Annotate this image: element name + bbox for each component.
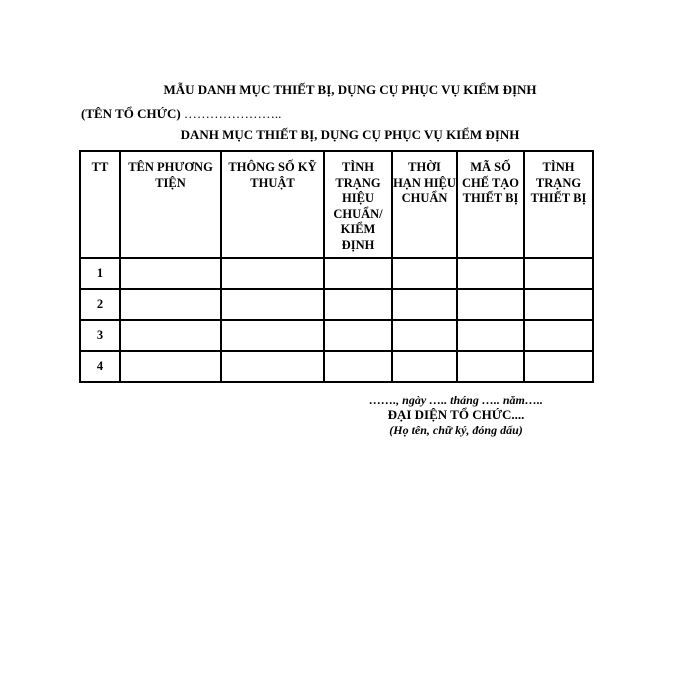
table-cell: [120, 289, 221, 320]
list-subtitle: DANH MỤC THIẾT BỊ, DỤNG CỤ PHỤC VỤ KIỂM ĐỊNH: [180, 127, 520, 142]
table-cell: [457, 320, 524, 351]
table-cell: [457, 289, 524, 320]
table-cell: [221, 320, 324, 351]
table-cell: [392, 320, 457, 351]
column-header-stt: TT: [80, 151, 120, 258]
table-cell: [324, 289, 392, 320]
table-cell: [392, 258, 457, 289]
table-cell: 4: [80, 351, 120, 382]
column-header-name: TÊN PHƯƠNG TIỆN: [120, 151, 221, 258]
table-cell: [221, 258, 324, 289]
table-cell: [120, 351, 221, 382]
column-header-specs: THÔNG SỐ KỸ THUẬT: [221, 151, 324, 258]
document-title: MẪU DANH MỤC THIẾT BỊ, DỤNG CỤ PHỤC VỤ KIỂM ĐỊNH: [163, 82, 537, 97]
table-cell: [221, 351, 324, 382]
table-cell: [524, 351, 593, 382]
signature-note: (Họ tên, chữ ký, đóng dấu): [389, 423, 523, 437]
table-cell: 3: [80, 320, 120, 351]
table-header-row: [80, 151, 593, 258]
table-cell: [324, 320, 392, 351]
organization-dots: …………………..: [180, 106, 282, 121]
table-cell: [457, 258, 524, 289]
organization-line: [81, 106, 281, 122]
column-header-serial-code: MÃ SỐ CHẾ TẠO THIẾT BỊ: [457, 151, 524, 258]
table-cell: [524, 320, 593, 351]
table-row: [80, 351, 593, 382]
table-cell: [324, 258, 392, 289]
table-row: [80, 289, 593, 320]
table-cell: [524, 289, 593, 320]
table-cell: [120, 320, 221, 351]
table-cell: 1: [80, 258, 120, 289]
table-row: [80, 258, 593, 289]
signature-date-line: ……., ngày ….. tháng ….. năm…..: [369, 393, 543, 407]
table-cell: [524, 258, 593, 289]
column-header-calibration-term: THỜI HẠN HIỆU CHUẨN: [392, 151, 457, 258]
column-header-equipment-status: TÌNH TRẠNG THIẾT BỊ: [524, 151, 593, 258]
table-cell: [120, 258, 221, 289]
signature-representative: ĐẠI DIỆN TỔ CHỨC....: [387, 407, 525, 422]
organization-label: (TÊN TỔ CHỨC): [81, 106, 181, 121]
equipment-table: [79, 150, 594, 383]
table-row: [80, 320, 593, 351]
table-cell: [324, 351, 392, 382]
table-cell: [392, 351, 457, 382]
table-cell: [221, 289, 324, 320]
column-header-calibration-status: TÌNH TRẠNG HIỆU CHUẨN/ KIỂM ĐỊNH: [324, 151, 392, 258]
table-cell: [392, 289, 457, 320]
table-cell: 2: [80, 289, 120, 320]
table-cell: [457, 351, 524, 382]
